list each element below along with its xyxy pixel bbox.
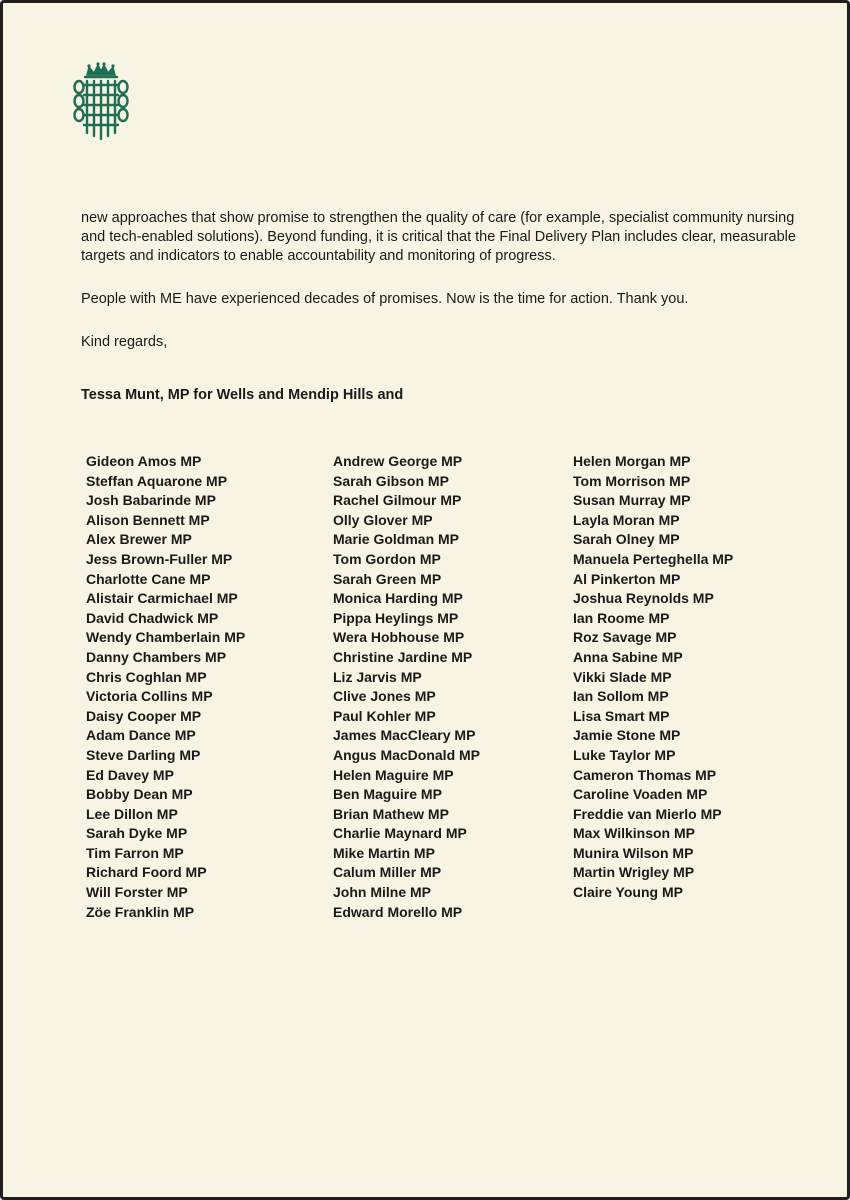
signatory-name: David Chadwick MP [86, 609, 219, 626]
closing-line: Kind regards, [81, 334, 168, 350]
signatory-name: Daisy Cooper MP [86, 707, 202, 724]
signatory-name: Martin Wrigley MP [573, 864, 695, 881]
signatory-name: Layla Moran MP [573, 511, 680, 528]
signatory-name: Steffan Aquarone MP [86, 472, 228, 489]
signatory-name: Christine Jardine MP [333, 648, 473, 665]
signatory-name: Mike Martin MP [333, 844, 435, 861]
signatory-name: Max Wilkinson MP [573, 825, 696, 842]
signatory-name: Lee Dillon MP [86, 805, 178, 822]
signatory-name: Danny Chambers MP [86, 648, 227, 665]
signatory-name: Tom Gordon MP [333, 550, 441, 567]
signatories-column-3 [573, 452, 806, 922]
signatory-name: Chris Coghlan MP [86, 668, 207, 685]
signatory-name: Manuela Perteghella MP [573, 550, 734, 567]
signatory-name: Zöe Franklin MP [86, 903, 195, 920]
signatory-name: Caroline Voaden MP [573, 786, 708, 803]
signatory-name: Cameron Thomas MP [573, 766, 717, 783]
signatories-column-1 [86, 452, 333, 922]
signatory-name: Munira Wilson MP [573, 844, 694, 861]
signatory-name: Claire Young MP [573, 884, 683, 901]
signatory-name: Anna Sabine MP [573, 648, 683, 665]
signatory-name: Sarah Olney MP [573, 531, 680, 548]
signatory-name: Ed Davey MP [86, 766, 174, 783]
signatory-name: Vikki Slade MP [573, 668, 672, 685]
signatory-name: Sarah Dyke MP [86, 825, 188, 842]
signatory-name: Wera Hobhouse MP [333, 629, 465, 646]
signatory-name: Jess Brown-Fuller MP [86, 550, 233, 567]
signatory-name: Josh Babarinde MP [86, 492, 216, 509]
signatory-name: Clive Jones MP [333, 688, 436, 705]
signatory-name: Al Pinkerton MP [573, 570, 681, 587]
signatory-name: Joshua Reynolds MP [573, 590, 714, 607]
signatory-name: Wendy Chamberlain MP [86, 629, 246, 646]
signatory-name: Victoria Collins MP [86, 688, 213, 705]
signatory-name: Ian Sollom MP [573, 688, 669, 705]
signatory-name: Steve Darling MP [86, 746, 201, 763]
signatory-name: Andrew George MP [333, 453, 463, 469]
signatory-name: Richard Foord MP [86, 864, 207, 881]
signatory-name: Lisa Smart MP [573, 707, 670, 724]
signatory-name: Susan Murray MP [573, 492, 691, 509]
signatory-name: Alison Bennett MP [86, 511, 210, 528]
signatory-name: James MacCleary MP [333, 727, 476, 744]
signatory-name: Ben Maguire MP [333, 786, 442, 803]
signatory-name: Charlie Maynard MP [333, 825, 467, 842]
signatory-name: Bobby Dean MP [86, 786, 193, 803]
paragraph-call-to-action: People with ME have experienced decades of promises. Now is the time for action. Thank you. [81, 291, 689, 307]
signatories-list [86, 452, 806, 922]
paragraph-funding: new approaches that show promise to strengthen the quality of care (for example, specialist community nursing and tech-enabled solutions). Beyond funding, it is critical that the Final Delivery Plan includes clear, measurable targets and indicators to enable accountability and monitoring of progress. [81, 210, 796, 264]
signatory-name: Jamie Stone MP [573, 727, 681, 744]
signatory-name: Calum Miller MP [333, 864, 442, 881]
lead-signatory: Tessa Munt, MP for Wells and Mendip Hills and [81, 387, 404, 403]
signatory-name: Sarah Gibson MP [333, 472, 449, 489]
signatory-name: Freddie van Mierlo MP [573, 805, 722, 822]
signatories-column-2 [333, 452, 573, 922]
letter-body [81, 209, 817, 429]
signatory-name: Sarah Green MP [333, 570, 442, 587]
signatory-name: Charlotte Cane MP [86, 570, 211, 587]
signatory-name: Will Forster MP [86, 884, 188, 901]
signatory-name: Alistair Carmichael MP [86, 590, 238, 607]
signatory-name: Gideon Amos MP [86, 453, 202, 469]
signatory-name: Monica Harding MP [333, 590, 463, 607]
signatory-name: Rachel Gilmour MP [333, 492, 462, 509]
signatory-name: Edward Morello MP [333, 903, 463, 920]
signatory-name: Helen Morgan MP [573, 453, 691, 469]
signatory-name: Luke Taylor MP [573, 746, 676, 763]
signatory-name: Marie Goldman MP [333, 531, 460, 548]
signatory-name: Alex Brewer MP [86, 531, 192, 548]
signatory-name: Ian Roome MP [573, 609, 670, 626]
signatory-name: Tom Morrison MP [573, 472, 691, 489]
signatory-name: Roz Savage MP [573, 629, 677, 646]
signatory-name: Angus MacDonald MP [333, 746, 481, 763]
signatory-name: Olly Glover MP [333, 511, 433, 528]
signatory-name: John Milne MP [333, 884, 431, 901]
signatory-name: Liz Jarvis MP [333, 668, 422, 685]
signatory-name: Pippa Heylings MP [333, 609, 459, 626]
signatory-name: Paul Kohler MP [333, 707, 436, 724]
signatory-name: Brian Mathew MP [333, 805, 449, 822]
parliament-portcullis-icon [71, 61, 131, 141]
signatory-name: Adam Dance MP [86, 727, 196, 744]
signatory-name: Helen Maguire MP [333, 766, 454, 783]
signatory-name: Tim Farron MP [86, 844, 184, 861]
